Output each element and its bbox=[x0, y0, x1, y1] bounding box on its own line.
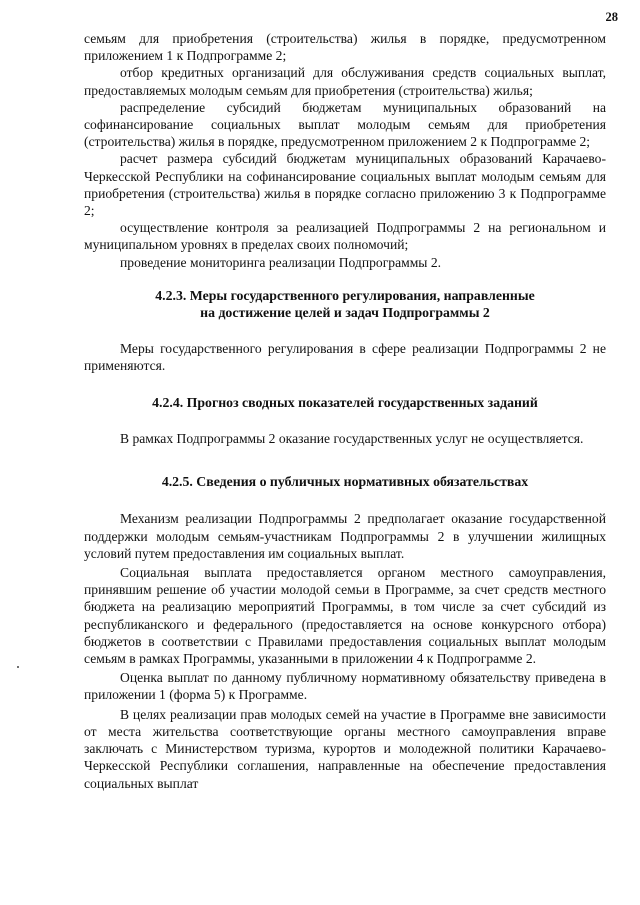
section-heading-423-line2: на достижение целей и задач Подпрограммы 2 bbox=[200, 305, 490, 321]
section-424-text: В рамках Подпрограммы 2 оказание государственных услуг не осуществляется. bbox=[120, 430, 584, 446]
section-heading-424: 4.2.4. Прогноз сводных показателей государственных заданий bbox=[152, 395, 538, 411]
section-425-paragraph: Оценка выплат по данному публичному нормативному обязательству приведена в приложении 1 (форма 5) к Программе. bbox=[84, 670, 606, 703]
paragraph-subsidy-calculation: расчет размера субсидий бюджетам муниципальных образований Карачаево-Черкесской Республики на софинансирование социальных выплат молодым семьям для приобретения (строительства) жилья в порядке согласно приложению 3 к Подпрограмме 2; bbox=[84, 151, 606, 219]
section-425-paragraph: Механизм реализации Подпрограммы 2 предполагает оказание государственной поддержки молодым семьям-участникам Подпрограммы 2 в улучшении жилищных условий путем предоставления им социальных выплат. bbox=[84, 511, 606, 561]
section-425-paragraph: В целях реализации прав молодых семей на участие в Программе вне зависимости от места жительства соответствующие органы местного самоуправления вправе заключать с Министерством туризма, курортов и молодежной политики Карачаево-Черкесской Республики соглашения, направленные на обеспечение предоставления социальных выплат bbox=[84, 706, 606, 791]
paragraph-subsidy-distribution: распределение субсидий бюджетам муниципальных образований на софинансирование социальных выплат молодым семьям для приобретения (строительства) жилья в порядке, предусмотренном приложением 2 к Подпрограмме 2; bbox=[84, 99, 606, 150]
paragraph-credit-org-selection: отбор кредитных организаций для обслуживания средств социальных выплат, предоставляемых молодым семьям для приобретения (строительства) жилья; bbox=[84, 65, 606, 98]
document-body bbox=[84, 30, 606, 792]
page-number: 28 bbox=[605, 10, 618, 24]
paragraph-monitoring: проведение мониторинга реализации Подпрограммы 2. bbox=[120, 254, 442, 270]
section-423-text: Меры государственного регулирования в сфере реализации Подпрограммы 2 не применяются. bbox=[84, 340, 606, 374]
scan-speck bbox=[17, 666, 19, 668]
section-heading-423 bbox=[84, 287, 606, 322]
paragraph-continuation: семьям для приобретения (строительства) жилья в порядке, предусмотренном приложением 1 к Подпрограмме 2; bbox=[84, 31, 606, 64]
section-heading-423-line1: 4.2.3. Меры государственного регулирования, направленные bbox=[155, 287, 535, 303]
section-425-paragraph: Социальная выплата предоставляется органом местного самоуправления, принявшим решение об участии молодой семьи в Программе, за счет средств местного бюджета на реализацию мероприятий Программы, в том числе за счет субсидий из республиканского и федерального (предоставляется на основе конкурсного отбора) бюджетов в соответствии с Правилами предоставления социальных выплат молодым семьям в рамках Программы, указанными в приложении 4 к Подпрограмме 2. bbox=[84, 565, 606, 667]
section-heading-425: 4.2.5. Сведения о публичных нормативных обязательствах bbox=[161, 473, 529, 489]
paragraph-control: осуществление контроля за реализацией Подпрограммы 2 на региональном и муниципальном уровнях в пределах своих полномочий; bbox=[84, 220, 606, 253]
